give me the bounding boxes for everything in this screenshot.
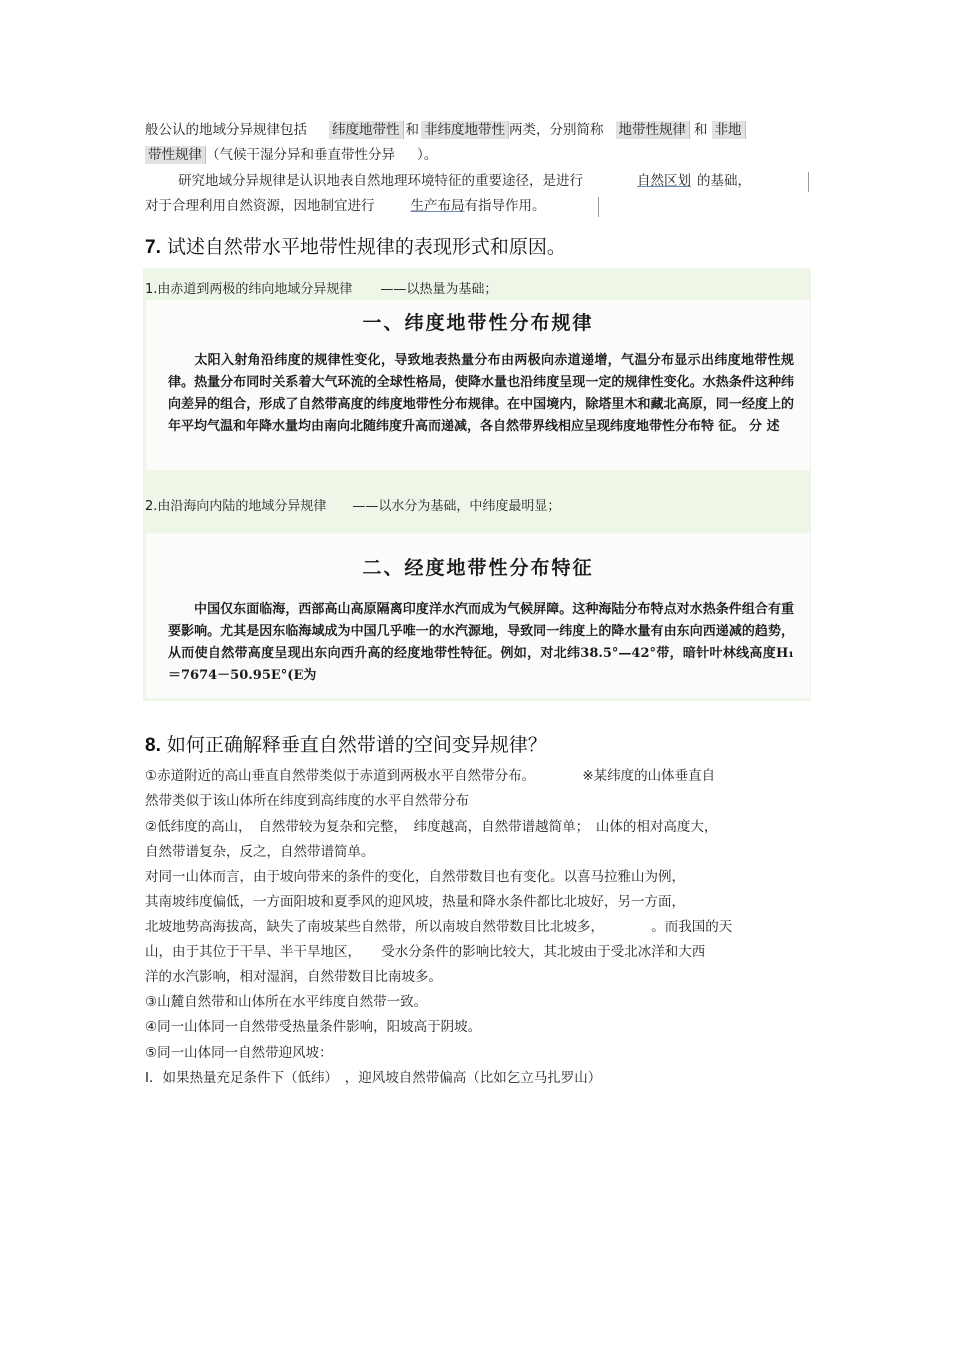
term-natural-regionalization: 自然区划 bbox=[637, 173, 691, 189]
answer-8-line: ③山麓自然带和山体所在水平纬度自然带一致。 bbox=[145, 994, 428, 1010]
answer-8-line: 自然带谱复杂，反之，自然带谱简单。 bbox=[145, 844, 375, 860]
scan-1-text: 太阳入射角沿纬度的规律性变化，导致地表热量分布由两极向赤道递增，气温分布显示出纬度地带性规律。热量分布同时关系着大气环流的全球性格局，使降水量也沿纬度呈现一定的规律性变化。水热条件这种纬向差异的组合，形成了自然带高度的纬度地带性分布规律。在中国境内，除塔里木和藏北高原，同一经度上的年平均气温和年降水量均由南向北随纬度升高而递减，各自然带界线相应呈现纬度地带性分布特 征。 分 述 bbox=[168, 353, 794, 434]
answer-8-line: ②低纬度的高山， 自然带较为复杂和完整， 纬度越高，自然带谱越简单； 山体的相对高度大， bbox=[145, 819, 718, 835]
term-non-latitudinal-zonality: 非纬度地带性 bbox=[421, 121, 509, 139]
intro-line-3: 研究地域分异规律是认识地表自然地理环境特征的重要途径，是进行 自然区划 的基础， bbox=[178, 173, 751, 189]
answer-8-line: 洋的水汽影响，相对湿润，自然带数目比南坡多。 bbox=[145, 969, 442, 985]
answer-8-line: 然带类似于该山体所在纬度到高纬度的水平自然带分布 bbox=[145, 793, 469, 809]
answer-8-line: 北坡地势高海拔高，缺失了南坡某些自然带，所以南坡自然带数目比北坡多， 。而我国的天 bbox=[145, 919, 733, 935]
text-cursor-mark-2 bbox=[598, 197, 599, 217]
term-zonal-law: 地带性规律 bbox=[616, 121, 691, 139]
answer-8-line: ①赤道附近的高山垂直自然带类似于赤道到两极水平自然带分布。 ※某纬度的山体垂直自 bbox=[145, 768, 716, 784]
answer-8-line: 其南坡纬度偏低，一方面阳坡和夏季风的迎风坡，热量和降水条件都比北坡好，另一方面， bbox=[145, 894, 685, 910]
intro-line-1: 般公认的地域分异规律包括 纬度地带性 和 非纬度地带性 两类，分别简称 地带性规律 和 非地 bbox=[145, 120, 746, 140]
answer-7-item-2: 2.由沿海向内陆的地域分异规律 ——以水分为基础，中纬度最明显； bbox=[145, 499, 561, 514]
scan-2-title: 二、经度地带性分布特征 bbox=[362, 557, 594, 579]
answer-8-line: Ⅰ．如果热量充足条件下（低纬） ，迎风坡自然带偏高（比如乞立马扎罗山） bbox=[145, 1070, 602, 1086]
question-7-heading: 7. 试述自然带水平地带性规律的表现形式和原因。 bbox=[145, 236, 566, 258]
scan-2-text: 中国仅东面临海，西部高山高原隔离印度洋水汽而成为气候屏障。这种海陆分布特点对水热条件组合有重要影响。尤其是因东临海域成为中国几乎唯一的水汽源地，导致同一纬度上的降水量有由东向西递减的趋势，从而使自然带高度呈现出东向西升高的经度地带性特征。例如，对北纬38.5°—42°带，暗针叶林线高度H₁＝7674－50.95E°(E为 bbox=[168, 602, 794, 683]
answer-8-line: 对同一山体而言，由于坡向带来的条件的变化，自然带数目也有变化。以喜马拉雅山为例， bbox=[145, 869, 685, 885]
term-non-zonal-law-part2: 带性规律 bbox=[145, 146, 206, 164]
text-cursor-mark bbox=[808, 172, 809, 192]
term-production-layout: 生产布局 bbox=[410, 198, 465, 214]
scanned-excerpt-longitudinal bbox=[146, 533, 810, 698]
term-latitudinal-zonality: 纬度地带性 bbox=[329, 121, 404, 139]
answer-8-line: ④同一山体同一自然带受热量条件影响，阳坡高于阴坡。 bbox=[145, 1019, 482, 1035]
scanned-excerpt-latitudinal bbox=[146, 300, 810, 470]
question-8-heading: 8. 如何正确解释垂直自然带谱的空间变异规律？ bbox=[145, 734, 547, 756]
term-non-zonal-law-part1: 非地 bbox=[712, 121, 746, 139]
answer-8-line: ⑤同一山体同一自然带迎风坡： bbox=[145, 1045, 333, 1061]
scan-1-title: 一、纬度地带性分布规律 bbox=[362, 312, 594, 334]
answer-7-item-1: 1.由赤道到两极的纬向地域分异规律 ——以热量为基础； bbox=[145, 282, 498, 297]
answer-8-line: 山，由于其位于干旱、半干旱地区， 受水分条件的影响比较大，其北坡由于受北冰洋和大西 bbox=[145, 944, 706, 960]
intro-line-4: 对于合理利用自然资源，因地制宜进行 生产布局有指导作用。 bbox=[145, 198, 546, 214]
intro-line-2: 带性规律 （气候干湿分异和垂直带性分异 ）。 bbox=[145, 145, 437, 165]
